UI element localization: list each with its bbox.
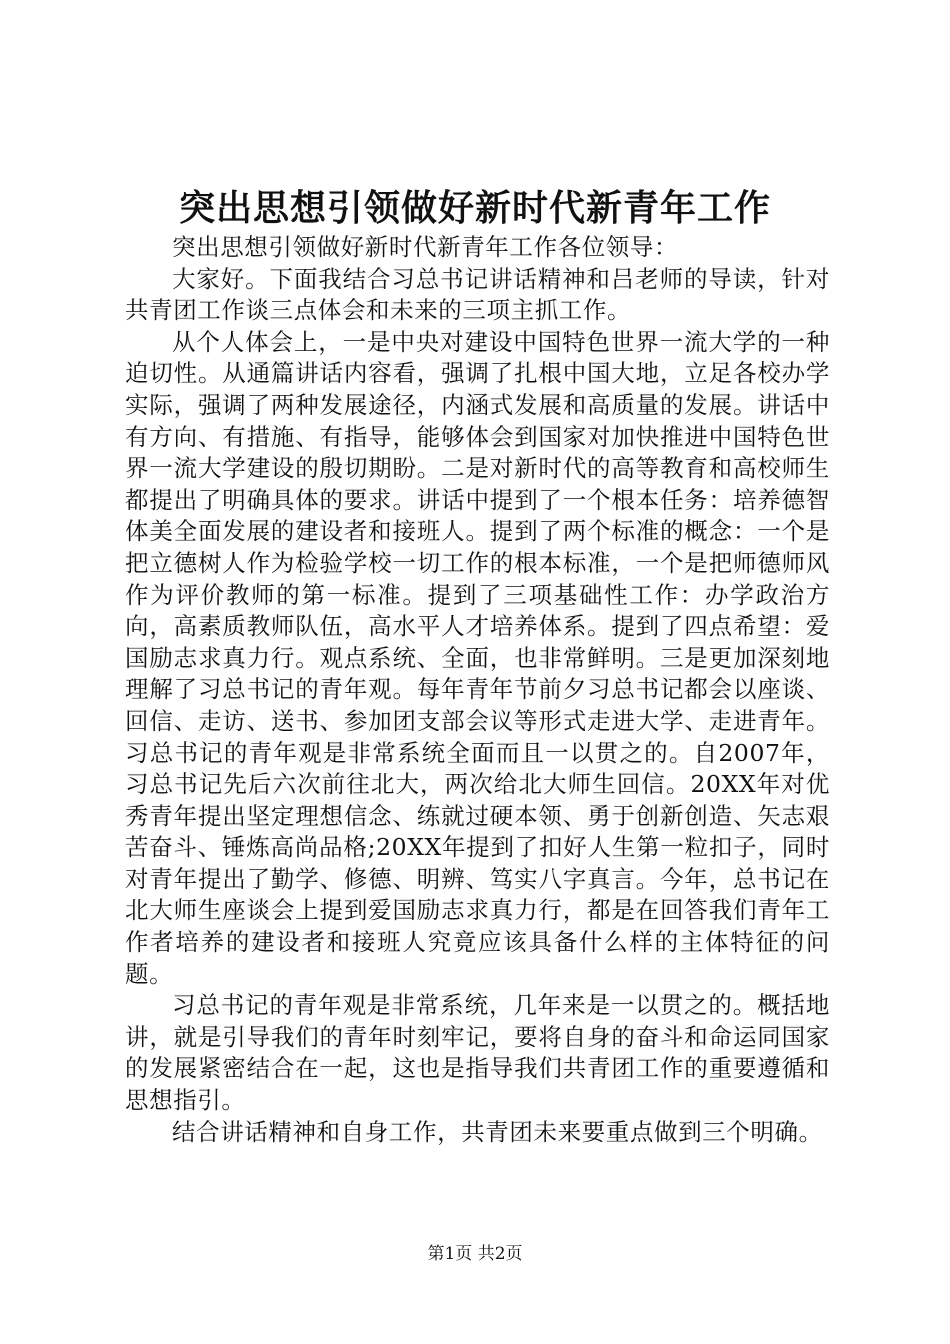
document-title: 突出思想引领做好新时代新青年工作 <box>178 187 771 229</box>
paragraph-salutation: 突出思想引领做好新时代新青年工作各位领导： <box>172 233 679 261</box>
document-body <box>125 232 830 1148</box>
paragraph-youth-view: 习总书记的青年观是非常系统，几年来是一以贯之的。概括地讲，就是引导我们的青年时刻牢记，要将自身的奋斗和命运同国家的发展紧密结合在一起，这也是指导我们共青团工作的重要遵循和思想指引。 <box>125 991 830 1115</box>
paragraph-three-clarities: 结合讲话精神和自身工作，共青团未来要重点做到三个明确。 <box>172 1117 823 1146</box>
paragraph-greeting: 大家好。下面我结合习总书记讲话精神和吕老师的导读，针对共青团工作谈三点体会和未来的三项主抓工作。 <box>125 264 830 325</box>
page-number-footer: 第1页 共2页 <box>427 1244 523 1264</box>
paragraph-personal-insights: 从个人体会上，一是中央对建设中国特色世界一流大学的一种迫切性。从通篇讲话内容看，强调了扎根中国大地，立足各校办学实际，强调了两种发展途径，内涵式发展和高质量的发展。讲话中有方向、有措施、有指导，能够体会到国家对加快推进中国特色世界一流大学建设的殷切期盼。二是对新时代的高等教育和高校师生都提出了明确具体的要求。讲话中提到了一个根本任务：培养德智体美全面发展的建设者和接班人。提到了两个标准的概念：一个是把立德树人作为检验学校一切工作的根本标准，一个是把师德师风作为评价教师的第一标准。提到了三项基础性工作：办学政治方向，高素质教师队伍，高水平人才培养体系。提到了四点希望：爱国励志求真力行。观点系统、全面，也非常鲜明。三是更加深刻地理解了习总书记的青年观。每年青年节前夕习总书记都会以座谈、回信、走访、送书、参加团支部会议等形式走进大学、走进青年。习总书记的青年观是非常系统全面而且一以贯之的。自2007年，习总书记先后六次前往北大，两次给北大师生回信。20XX年对优秀青年提出坚定理想信念、练就过硬本领、勇于创新创造、矢志艰苦奋斗、锤炼高尚品格;20XX年提到了扣好人生第一粒扣子，同时对青年提出了勤学、修德、明辨、笃实八字真言。今年，总书记在北大师生座谈会上提到爱国励志求真力行，都是在回答我们青年工作者培养的建设者和接班人究竟应该具备什么样的主体特征的问题。 <box>125 327 830 988</box>
